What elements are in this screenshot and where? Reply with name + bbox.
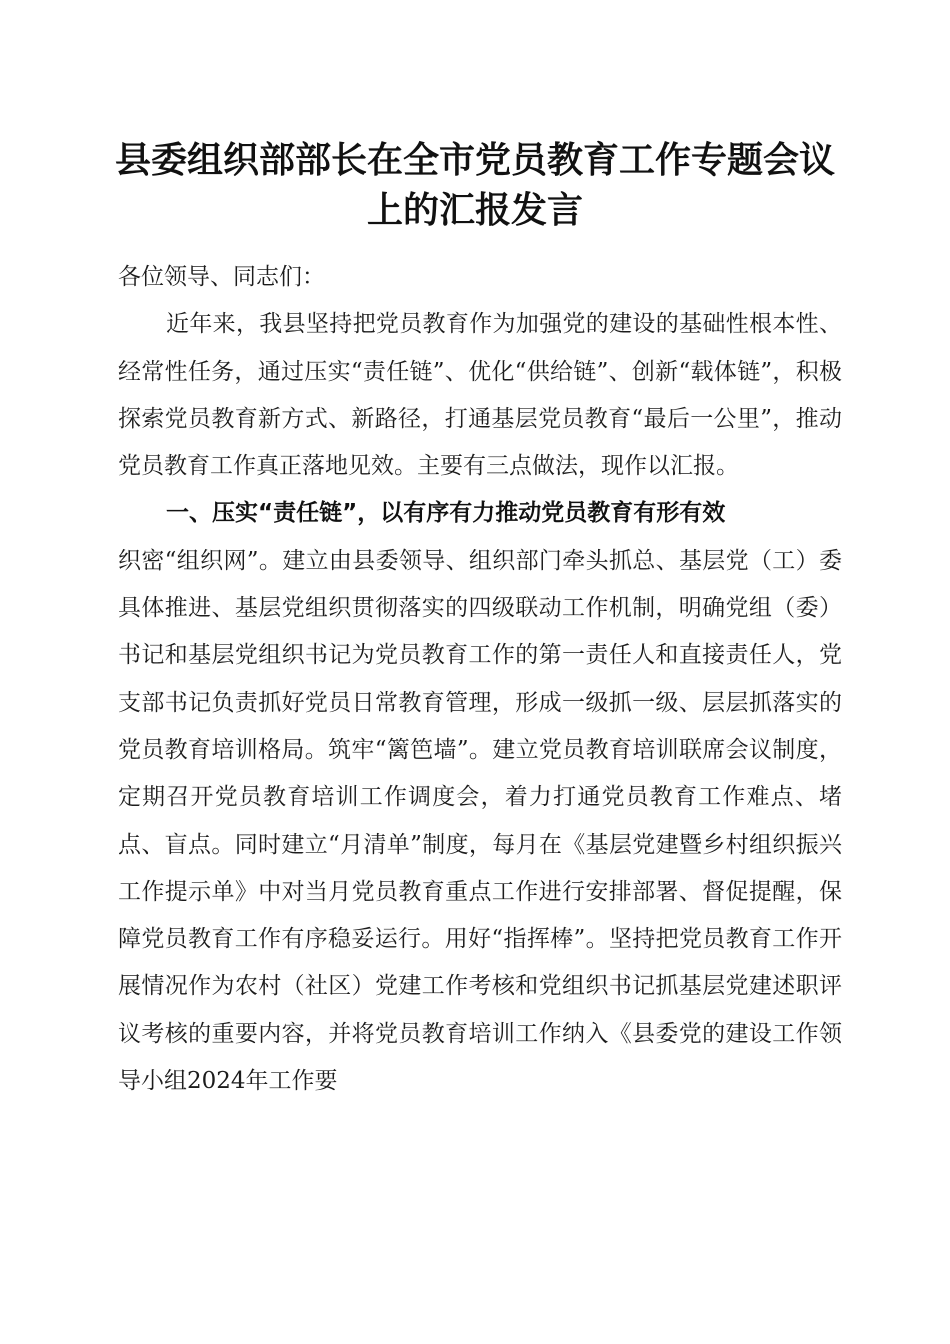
section-1-heading: 一、压实“责任链”，以有序有力推动党员教育有形有效 (166, 500, 726, 527)
section-1-paragraph: 织密“组织网”。建立由县委领导、组织部门牵头抓总、基层党（工）委具体推进、基层党组织贯彻落实的四级联动工作机制，明确党组（委）书记和基层党组织书记为党员教育工作的第一责任人和直接责任人，党支部书记负责抓好党员日常教育管理，形成一级抓一级、层层抓落实的党员教育培训格局。筑牢“篱笆墙”。建立党员教育培训联席会议制度，定期召开党员教育培训工作调度会，着力打通党员教育工作难点、堵点、盲点。同时建立“月清单”制度，每月在《基层党建暨乡村组织振兴工作提示单》中对当月党员教育重点工作进行安排部署、督促提醒，保障党员教育工作有序稳妥运行。用好“指挥棒”。坚持把党员教育工作开展情况作为农村（社区）党建工作考核和党组织书记抓基层党建述职评议考核的重要内容，并将党员教育培训工作纳入《县委党的建设工作领导小组2024年工作要 (118, 547, 842, 1095)
intro-paragraph: 近年来，我县坚持把党员教育作为加强党的建设的基础性根本性、经常性任务，通过压实“责任链”、优化“供给链”、创新“载体链”，积极探索党员教育新方式、新路径，打通基层党员教育“最后一公里”，推动党员教育工作真正落地见效。主要有三点做法，现作以汇报。 (118, 311, 842, 480)
document-body (118, 254, 842, 1105)
salutation: 各位领导、同志们： (118, 264, 325, 290)
document-title-line-2: 上的汇报发言 (366, 189, 583, 231)
document-title-line-1: 县委组织部部长在全市党员教育工作专题会议 (114, 139, 835, 181)
